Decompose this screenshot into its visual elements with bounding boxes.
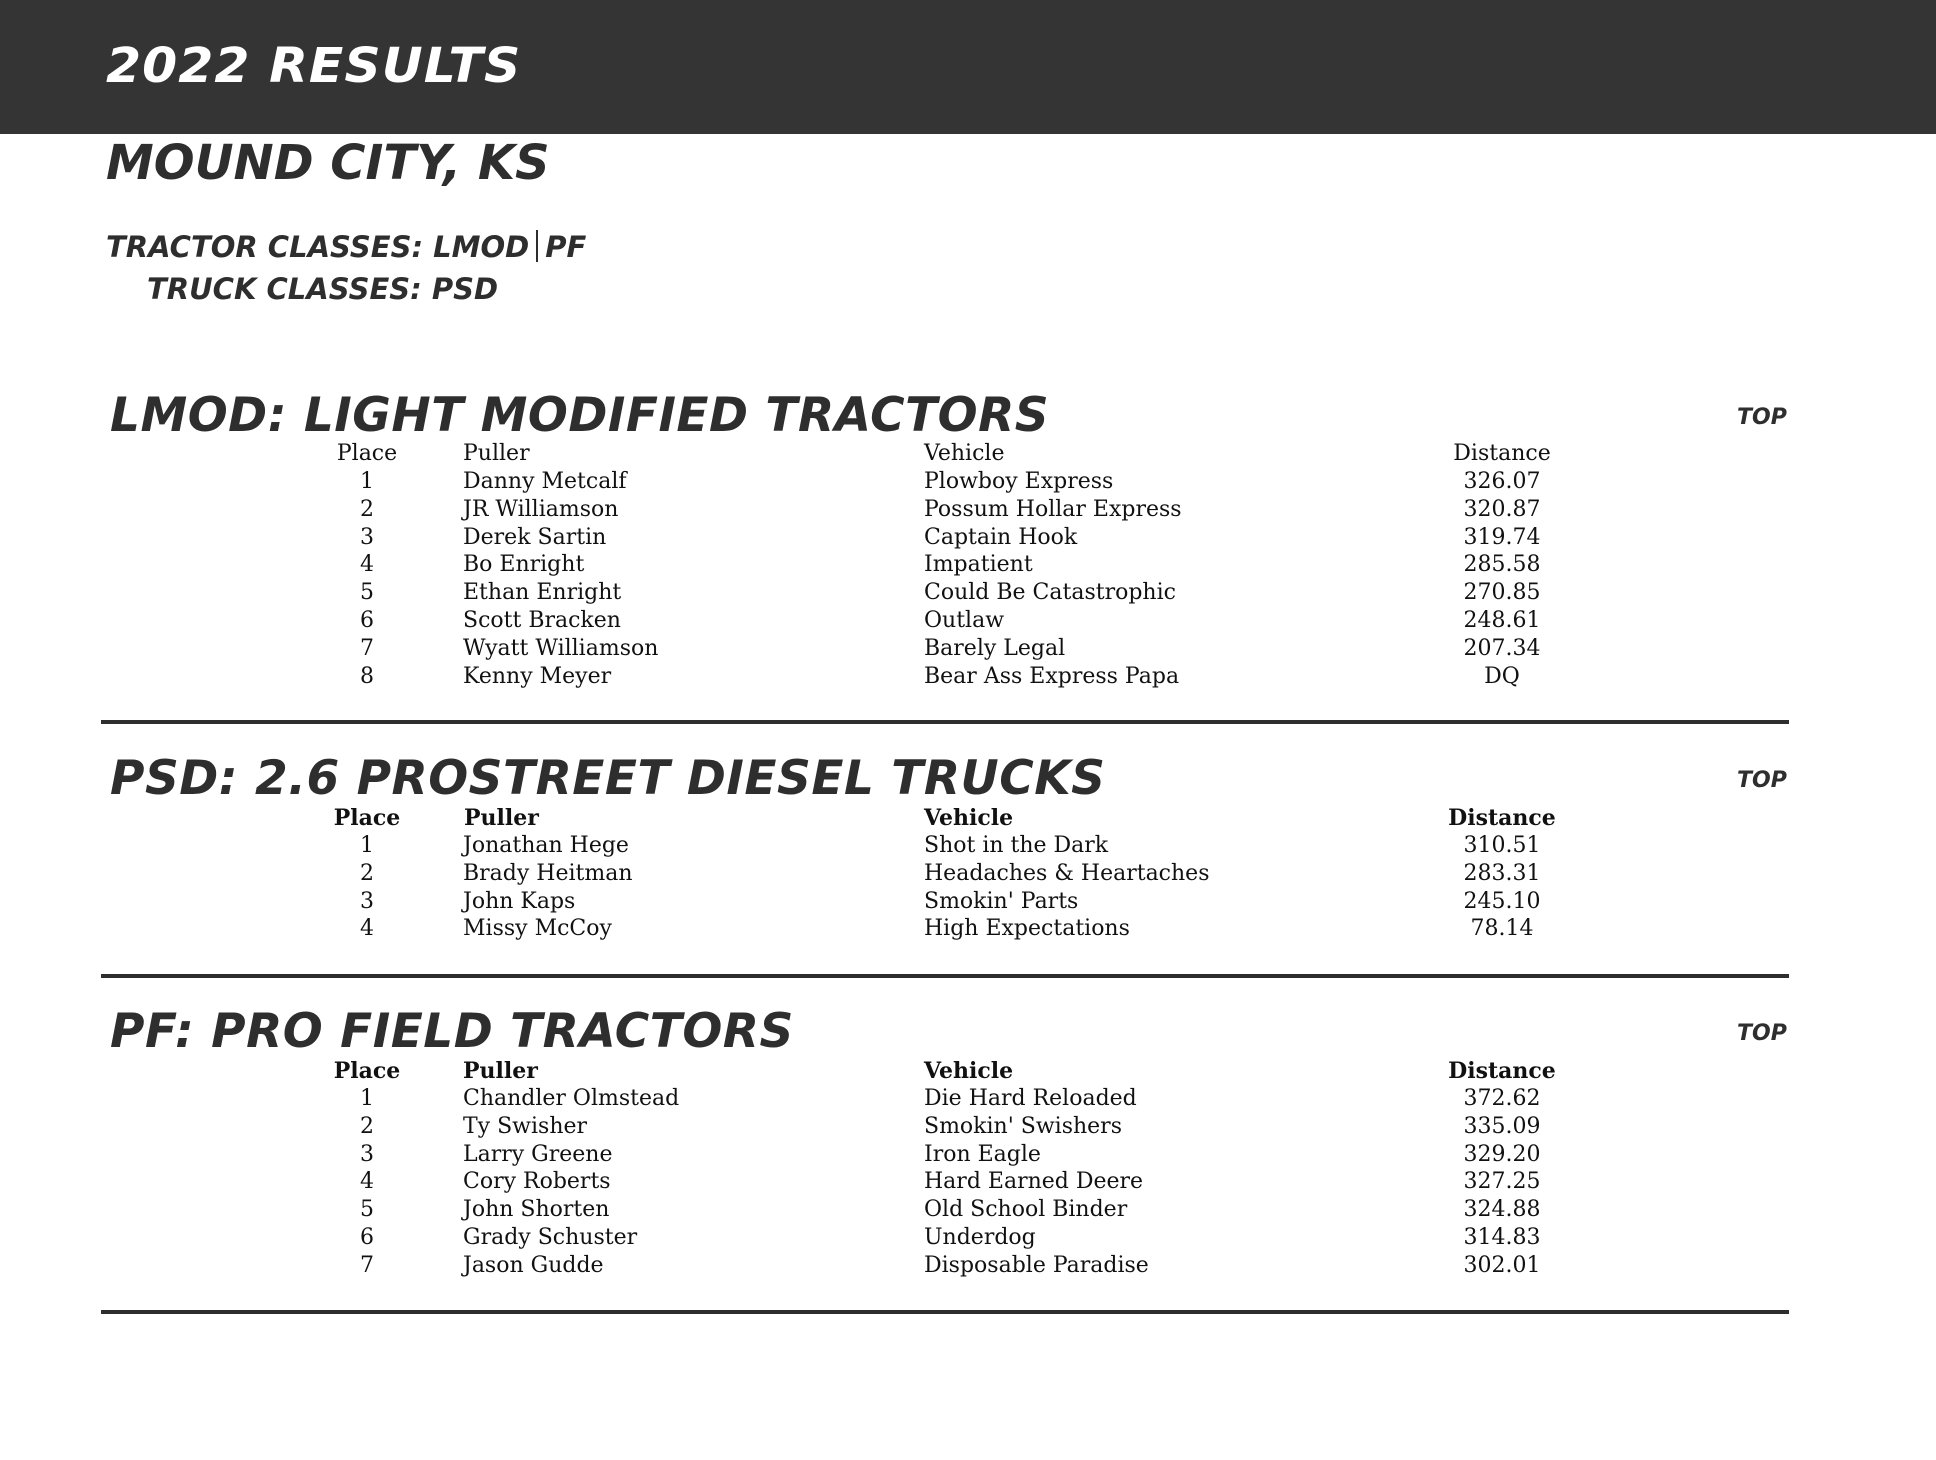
cell-puller: Scott Bracken	[463, 608, 621, 633]
cell-place: 6	[360, 608, 374, 633]
table-row	[0, 1169, 1800, 1197]
cell-distance: 78.14	[1470, 916, 1534, 942]
section-divider	[101, 974, 1789, 978]
cell-vehicle: Smokin' Swishers	[924, 1113, 1122, 1139]
page-title: 2022 RESULTS	[106, 38, 522, 94]
cell-puller: Wyatt Williamson	[463, 635, 659, 661]
tractor-classes	[106, 230, 586, 264]
cell-place: 4	[360, 916, 374, 942]
col-puller: Puller	[463, 1058, 538, 1084]
cell-puller: Kenny Meyer	[463, 663, 612, 689]
col-place: Place	[333, 805, 401, 831]
tractor-classes-pf: PF	[545, 230, 587, 264]
cell-place: 1	[360, 469, 374, 494]
section-title-psd: PSD: 2.6 PROSTREET DIESEL TRUCKS	[110, 751, 1106, 806]
cell-vehicle: Iron Eagle	[924, 1141, 1041, 1167]
cell-distance: 335.09	[1463, 1113, 1541, 1139]
cell-vehicle: Smokin' Parts	[924, 888, 1079, 914]
separator	[536, 230, 538, 262]
table-row	[0, 1142, 1800, 1170]
cell-place: 2	[360, 496, 374, 522]
cell-vehicle: Impatient	[924, 552, 1033, 578]
col-vehicle: Vehicle	[924, 441, 1005, 466]
cell-vehicle: Barely Legal	[924, 635, 1066, 661]
table-row	[0, 580, 1800, 608]
cell-puller: Missy McCoy	[463, 916, 612, 942]
table-row	[0, 1253, 1800, 1281]
cell-vehicle: Shot in the Dark	[924, 833, 1109, 858]
table-row	[0, 525, 1800, 553]
table-row	[0, 552, 1800, 580]
table-row	[0, 1225, 1800, 1253]
cell-place: 8	[360, 663, 374, 689]
cell-puller: Bo Enright	[463, 552, 585, 578]
table-row	[0, 1086, 1800, 1114]
cell-puller: Jason Gudde	[463, 1252, 604, 1278]
top-link-psd[interactable]: TOP	[1737, 768, 1787, 793]
header-banner	[0, 0, 1936, 134]
table-row	[0, 664, 1800, 692]
cell-place: 5	[360, 1197, 374, 1223]
cell-distance: 320.87	[1463, 496, 1541, 522]
col-distance: Distance	[1448, 805, 1556, 831]
table-row	[0, 1114, 1800, 1142]
section-divider	[101, 720, 1789, 724]
table-row	[0, 497, 1800, 525]
cell-vehicle: Disposable Paradise	[924, 1252, 1149, 1278]
cell-vehicle: Could Be Catastrophic	[924, 580, 1176, 606]
table-row	[0, 861, 1800, 889]
cell-puller: Jonathan Hege	[463, 833, 629, 858]
cell-distance: DQ	[1484, 663, 1520, 689]
cell-puller: Derek Sartin	[463, 524, 607, 550]
cell-vehicle: Die Hard Reloaded	[924, 1086, 1137, 1111]
cell-place: 2	[360, 860, 374, 886]
cell-place: 1	[360, 833, 374, 858]
cell-puller: Ty Swisher	[463, 1113, 588, 1139]
cell-puller: John Kaps	[463, 888, 576, 914]
col-distance: Distance	[1453, 441, 1551, 466]
table-row	[0, 833, 1800, 861]
cell-distance: 310.51	[1463, 833, 1541, 858]
cell-distance: 327.25	[1463, 1169, 1541, 1195]
cell-vehicle: Hard Earned Deere	[924, 1169, 1144, 1195]
cell-puller: Cory Roberts	[463, 1169, 611, 1195]
cell-distance: 324.88	[1463, 1197, 1541, 1223]
cell-puller: Larry Greene	[463, 1141, 613, 1167]
cell-distance: 270.85	[1463, 580, 1541, 606]
cell-puller: John Shorten	[463, 1197, 610, 1223]
tractor-classes-text: TRACTOR CLASSES: LMOD	[106, 230, 530, 264]
cell-distance: 329.20	[1463, 1141, 1541, 1167]
col-puller: Puller	[463, 441, 530, 466]
cell-place: 4	[360, 1169, 374, 1195]
cell-place: 4	[360, 552, 374, 578]
cell-distance: 283.31	[1463, 860, 1541, 886]
table-row	[0, 636, 1800, 664]
top-link-pf[interactable]: TOP	[1737, 1021, 1787, 1046]
location-heading: MOUND CITY, KS	[106, 135, 550, 191]
cell-vehicle: Bear Ass Express Papa	[924, 663, 1180, 689]
cell-puller: Ethan Enright	[463, 580, 622, 606]
cell-vehicle: Underdog	[924, 1225, 1036, 1250]
cell-place: 5	[360, 580, 374, 606]
cell-puller: Brady Heitman	[463, 860, 633, 886]
col-vehicle: Vehicle	[924, 805, 1014, 831]
cell-distance: 314.83	[1463, 1225, 1541, 1250]
cell-vehicle: Headaches & Heartaches	[924, 860, 1210, 886]
section-title-lmod: LMOD: LIGHT MODIFIED TRACTORS	[110, 388, 1050, 443]
truck-classes: TRUCK CLASSES: PSD	[147, 272, 499, 306]
cell-distance: 248.61	[1463, 608, 1541, 633]
table-row	[0, 916, 1800, 944]
col-vehicle: Vehicle	[924, 1058, 1014, 1084]
col-distance: Distance	[1448, 1058, 1556, 1084]
cell-place: 3	[360, 1141, 374, 1167]
section-title-pf: PF: PRO FIELD TRACTORS	[110, 1004, 794, 1059]
cell-vehicle: Plowboy Express	[924, 469, 1114, 494]
cell-place: 3	[360, 888, 374, 914]
cell-place: 7	[360, 635, 374, 661]
cell-puller: Chandler Olmstead	[463, 1086, 680, 1111]
cell-distance: 302.01	[1463, 1252, 1541, 1278]
col-place: Place	[336, 441, 398, 466]
table-row	[0, 889, 1800, 917]
table-row	[0, 608, 1800, 636]
top-link-lmod[interactable]: TOP	[1737, 405, 1787, 430]
table-header-lmod	[0, 441, 1800, 469]
cell-vehicle: Possum Hollar Express	[924, 496, 1182, 522]
cell-distance: 245.10	[1463, 888, 1541, 914]
cell-place: 7	[360, 1252, 374, 1278]
col-puller: Puller	[464, 805, 539, 831]
cell-vehicle: High Expectations	[924, 916, 1130, 942]
table-row	[0, 1197, 1800, 1225]
cell-puller: Grady Schuster	[463, 1225, 638, 1250]
cell-place: 2	[360, 1113, 374, 1139]
cell-puller: JR Williamson	[463, 496, 619, 522]
cell-distance: 319.74	[1463, 524, 1541, 550]
cell-puller: Danny Metcalf	[463, 469, 627, 494]
cell-place: 6	[360, 1225, 374, 1250]
cell-vehicle: Captain Hook	[924, 524, 1078, 550]
cell-place: 3	[360, 524, 374, 550]
section-divider	[101, 1310, 1789, 1314]
cell-distance: 326.07	[1463, 469, 1541, 494]
cell-distance: 207.34	[1463, 635, 1541, 661]
cell-distance: 285.58	[1463, 552, 1541, 578]
cell-vehicle: Old School Binder	[924, 1197, 1128, 1223]
cell-place: 1	[360, 1086, 374, 1111]
table-header-psd	[0, 805, 1800, 833]
table-header-pf	[0, 1058, 1800, 1086]
col-place: Place	[333, 1058, 401, 1084]
cell-distance: 372.62	[1463, 1086, 1541, 1111]
table-row	[0, 469, 1800, 497]
cell-vehicle: Outlaw	[924, 608, 1005, 633]
